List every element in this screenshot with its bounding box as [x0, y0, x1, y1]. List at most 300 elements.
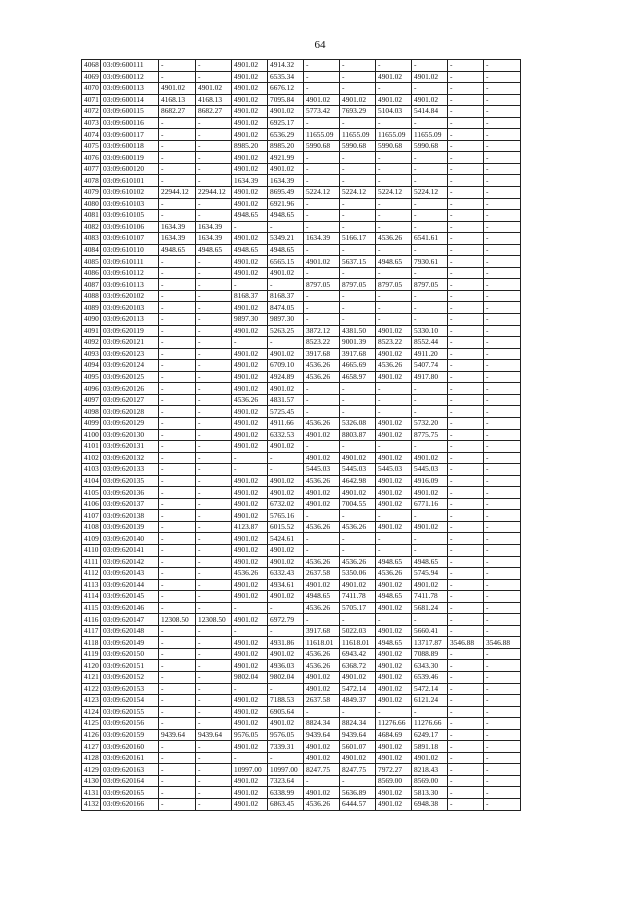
table-cell: - — [484, 383, 521, 395]
table-cell: - — [268, 464, 304, 476]
table-cell: 5990.68 — [376, 140, 412, 152]
table-cell: 11276.66 — [376, 718, 412, 730]
table-cell: - — [484, 210, 521, 222]
table-cell: 4076 — [82, 152, 101, 164]
table-cell: 03:09:610110 — [101, 244, 159, 256]
table-cell: 4130 — [82, 775, 101, 787]
table-cell: 4078 — [82, 175, 101, 187]
table-cell: - — [232, 683, 268, 695]
table-cell: - — [159, 175, 196, 187]
table-cell: 03:09:610111 — [101, 256, 159, 268]
table-cell: - — [340, 314, 376, 326]
table-row — [82, 256, 521, 268]
table-cell: 9439.64 — [340, 729, 376, 741]
table-cell: - — [448, 556, 484, 568]
table-cell: - — [159, 671, 196, 683]
table-cell: 03:09:600111 — [101, 60, 159, 72]
table-cell: 4123 — [82, 695, 101, 707]
table-cell: 4901.02 — [232, 799, 268, 811]
table-cell: - — [159, 487, 196, 499]
table-cell: - — [448, 521, 484, 533]
table-cell: - — [484, 729, 521, 741]
table-cell: 22944.12 — [196, 187, 232, 199]
table-cell: 6121.24 — [412, 695, 448, 707]
table-cell: 03:09:610106 — [101, 221, 159, 233]
table-cell: 6536.29 — [268, 129, 304, 141]
table-cell: - — [196, 429, 232, 441]
table-cell: 4948.65 — [268, 210, 304, 222]
table-cell: 6905.64 — [268, 706, 304, 718]
table-cell: - — [159, 60, 196, 72]
table-cell: - — [232, 602, 268, 614]
table-cell: 7004.55 — [340, 498, 376, 510]
table-cell: - — [484, 83, 521, 95]
table-cell: 4536.26 — [304, 360, 340, 372]
table-cell: 4901.02 — [304, 498, 340, 510]
table-cell: 8168.37 — [232, 290, 268, 302]
table-cell: - — [448, 348, 484, 360]
table-cell: - — [304, 775, 340, 787]
table-cell: 03:09:620103 — [101, 302, 159, 314]
table-cell: - — [484, 799, 521, 811]
table-cell: 6948.38 — [412, 799, 448, 811]
table-cell: - — [448, 464, 484, 476]
table-cell: 6015.52 — [268, 521, 304, 533]
table-cell: - — [448, 614, 484, 626]
table-cell: 4642.98 — [340, 475, 376, 487]
table-cell: 4093 — [82, 348, 101, 360]
table-cell: 4901.02 — [232, 706, 268, 718]
table-cell: - — [196, 129, 232, 141]
table-cell: 3546.88 — [484, 637, 521, 649]
table-cell: 1634.39 — [196, 221, 232, 233]
table-cell: - — [196, 348, 232, 360]
table-cell: - — [196, 256, 232, 268]
table-row — [82, 614, 521, 626]
table-cell: - — [196, 591, 232, 603]
table-cell: 4120 — [82, 660, 101, 672]
table-cell: - — [412, 152, 448, 164]
table-cell: 4127 — [82, 741, 101, 753]
table-cell: 8824.34 — [304, 718, 340, 730]
table-row — [82, 360, 521, 372]
table-cell: 4125 — [82, 718, 101, 730]
table-row — [82, 244, 521, 256]
table-cell: 4901.02 — [376, 799, 412, 811]
table-cell: 5891.18 — [412, 741, 448, 753]
table-cell: 12308.50 — [196, 614, 232, 626]
table-cell: - — [484, 591, 521, 603]
table-cell: 4901.02 — [232, 787, 268, 799]
table-cell: - — [448, 198, 484, 210]
table-cell: 5732.20 — [412, 417, 448, 429]
table-cell: 03:09:620150 — [101, 648, 159, 660]
table-cell: 4084 — [82, 244, 101, 256]
table-cell: - — [448, 695, 484, 707]
table-cell: 9802.04 — [232, 671, 268, 683]
table-cell: 03:09:620102 — [101, 290, 159, 302]
table-cell: - — [412, 614, 448, 626]
table-cell: 4901.02 — [412, 579, 448, 591]
table-cell: 6676.12 — [268, 83, 304, 95]
table-cell: 6709.10 — [268, 360, 304, 372]
table-cell: 4901.02 — [232, 360, 268, 372]
table-cell: - — [484, 290, 521, 302]
table-cell: - — [412, 267, 448, 279]
table-cell: - — [484, 544, 521, 556]
table-cell: - — [268, 602, 304, 614]
table-cell: 5445.03 — [376, 464, 412, 476]
table-cell: 03:09:620152 — [101, 671, 159, 683]
table-cell: 5445.03 — [304, 464, 340, 476]
table-cell: 03:09:620149 — [101, 637, 159, 649]
table-cell: 4901.02 — [232, 302, 268, 314]
table-cell: 8247.75 — [304, 764, 340, 776]
table-cell: - — [304, 510, 340, 522]
table-cell: 4658.97 — [340, 371, 376, 383]
table-cell: 03:09:620154 — [101, 695, 159, 707]
table-cell: - — [484, 498, 521, 510]
table-cell: - — [304, 117, 340, 129]
table-cell: - — [412, 544, 448, 556]
table-body — [82, 60, 521, 811]
table-row — [82, 106, 521, 118]
table-cell: 4901.02 — [376, 487, 412, 499]
table-cell: 4948.65 — [196, 244, 232, 256]
table-cell: - — [448, 360, 484, 372]
table-cell: 5705.17 — [340, 602, 376, 614]
table-cell: 6732.02 — [268, 498, 304, 510]
table-cell: 4901.02 — [376, 325, 412, 337]
table-cell: 4117 — [82, 625, 101, 637]
table-cell: 4381.50 — [340, 325, 376, 337]
table-cell: - — [159, 718, 196, 730]
table-cell: 6863.45 — [268, 799, 304, 811]
table-row — [82, 175, 521, 187]
table-cell: - — [484, 568, 521, 580]
table-cell: - — [484, 706, 521, 718]
table-row — [82, 198, 521, 210]
table-cell: 4901.02 — [304, 671, 340, 683]
table-cell: 6368.72 — [340, 660, 376, 672]
table-cell: 4901.02 — [340, 94, 376, 106]
table-cell: - — [196, 452, 232, 464]
table-cell: 4901.02 — [376, 348, 412, 360]
table-cell: 4111 — [82, 556, 101, 568]
table-cell: 4101 — [82, 441, 101, 453]
table-cell: 4901.02 — [232, 695, 268, 707]
table-cell: 4948.65 — [159, 244, 196, 256]
table-row — [82, 729, 521, 741]
table-cell: 11618.01 — [304, 637, 340, 649]
table-cell: - — [196, 510, 232, 522]
table-cell: 8695.49 — [268, 187, 304, 199]
table-cell: - — [484, 337, 521, 349]
table-cell: 8552.44 — [412, 337, 448, 349]
table-cell: 4536.26 — [304, 556, 340, 568]
table-cell: - — [340, 71, 376, 83]
table-cell: 4092 — [82, 337, 101, 349]
table-cell: - — [340, 614, 376, 626]
table-cell: - — [196, 117, 232, 129]
table-cell: - — [412, 314, 448, 326]
table-cell: 5660.41 — [412, 625, 448, 637]
table-cell: 4124 — [82, 706, 101, 718]
table-cell: 03:09:620132 — [101, 452, 159, 464]
table-cell: 03:09:620143 — [101, 568, 159, 580]
table-cell: 7972.27 — [376, 764, 412, 776]
table-cell: - — [159, 741, 196, 753]
table-cell: 4901.02 — [376, 671, 412, 683]
table-cell: - — [196, 544, 232, 556]
table-cell: - — [448, 752, 484, 764]
table-cell: - — [412, 510, 448, 522]
table-cell: 4096 — [82, 383, 101, 395]
table-cell: - — [484, 452, 521, 464]
table-cell: - — [484, 475, 521, 487]
table-cell: - — [304, 394, 340, 406]
table-cell: 4110 — [82, 544, 101, 556]
table-cell: 4901.02 — [376, 683, 412, 695]
table-cell: - — [484, 394, 521, 406]
table-cell: 6338.99 — [268, 787, 304, 799]
table-cell: - — [196, 279, 232, 291]
table-cell: - — [412, 175, 448, 187]
table-cell: - — [448, 383, 484, 395]
table-cell: 4901.02 — [304, 579, 340, 591]
table-cell: 4901.02 — [268, 591, 304, 603]
table-cell: - — [304, 533, 340, 545]
table-cell: 4901.02 — [232, 544, 268, 556]
table-cell: 03:09:610112 — [101, 267, 159, 279]
table-cell: - — [340, 210, 376, 222]
table-cell: 4901.02 — [232, 325, 268, 337]
table-cell: 5224.12 — [412, 187, 448, 199]
table-cell: - — [196, 140, 232, 152]
table-cell: 4901.02 — [340, 579, 376, 591]
table-cell: - — [376, 544, 412, 556]
table-cell: - — [484, 325, 521, 337]
table-cell: - — [484, 360, 521, 372]
table-cell: - — [196, 475, 232, 487]
table-cell: - — [159, 406, 196, 418]
table-cell: - — [159, 210, 196, 222]
table-cell: - — [340, 290, 376, 302]
table-cell: - — [376, 394, 412, 406]
table-cell: - — [484, 244, 521, 256]
table-cell: 4901.02 — [412, 71, 448, 83]
table-cell: - — [268, 625, 304, 637]
table-row — [82, 221, 521, 233]
table-row — [82, 475, 521, 487]
table-cell: - — [196, 637, 232, 649]
table-cell: 4901.02 — [232, 441, 268, 453]
table-cell: 4098 — [82, 406, 101, 418]
table-cell: - — [340, 775, 376, 787]
table-cell: - — [159, 452, 196, 464]
table-cell: - — [340, 221, 376, 233]
table-cell: - — [159, 417, 196, 429]
table-cell: - — [448, 441, 484, 453]
table-cell: - — [484, 302, 521, 314]
table-cell: - — [376, 117, 412, 129]
table-cell: - — [448, 683, 484, 695]
table-cell: - — [484, 417, 521, 429]
table-cell: - — [159, 637, 196, 649]
table-cell: 4948.65 — [376, 637, 412, 649]
table-cell: - — [196, 487, 232, 499]
table-cell: 1634.39 — [268, 175, 304, 187]
table-cell: 8824.34 — [340, 718, 376, 730]
table-cell: 4901.02 — [232, 614, 268, 626]
table-cell: 5601.07 — [340, 741, 376, 753]
table-cell: 4100 — [82, 429, 101, 441]
table-cell: 4901.02 — [232, 775, 268, 787]
table-cell: 4901.02 — [232, 637, 268, 649]
table-cell: - — [484, 521, 521, 533]
table-cell: - — [268, 683, 304, 695]
table-cell: 03:09:610107 — [101, 233, 159, 245]
table-row — [82, 71, 521, 83]
table-cell: - — [448, 302, 484, 314]
table-row — [82, 556, 521, 568]
table-cell: 03:09:600118 — [101, 140, 159, 152]
table-row — [82, 94, 521, 106]
table-cell: - — [484, 106, 521, 118]
table-cell: - — [412, 60, 448, 72]
table-cell: 3872.12 — [304, 325, 340, 337]
table-cell: - — [304, 198, 340, 210]
table-cell: - — [196, 556, 232, 568]
table-cell: 03:09:620113 — [101, 314, 159, 326]
table-cell: 4901.02 — [268, 163, 304, 175]
table-cell: - — [484, 175, 521, 187]
table-cell: - — [159, 325, 196, 337]
table-cell: 03:09:600112 — [101, 71, 159, 83]
table-cell: 4901.02 — [268, 544, 304, 556]
table-cell: - — [484, 60, 521, 72]
table-cell: - — [448, 718, 484, 730]
table-cell: 4849.37 — [340, 695, 376, 707]
table-cell: 4948.65 — [232, 210, 268, 222]
table-cell: 5725.45 — [268, 406, 304, 418]
table-cell: - — [304, 706, 340, 718]
data-table — [81, 59, 521, 811]
table-cell: 5330.10 — [412, 325, 448, 337]
table-cell: 4536.26 — [304, 417, 340, 429]
table-cell: 4901.02 — [304, 683, 340, 695]
table-row — [82, 417, 521, 429]
table-cell: - — [196, 302, 232, 314]
table-cell: 4901.02 — [232, 718, 268, 730]
table-cell: 4536.26 — [304, 660, 340, 672]
table-cell: 7339.31 — [268, 741, 304, 753]
table-cell: 03:09:620140 — [101, 533, 159, 545]
table-cell: 5414.84 — [412, 106, 448, 118]
table-cell: 03:09:620131 — [101, 441, 159, 453]
table-cell: - — [412, 383, 448, 395]
table-cell: 8985.20 — [232, 140, 268, 152]
table-cell: - — [376, 510, 412, 522]
table-cell: 4901.02 — [159, 83, 196, 95]
table-cell: 4116 — [82, 614, 101, 626]
table-cell: 03:09:620145 — [101, 591, 159, 603]
table-cell: - — [159, 464, 196, 476]
table-cell: 4102 — [82, 452, 101, 464]
table-cell: 4901.02 — [376, 498, 412, 510]
table-cell: - — [448, 452, 484, 464]
table-cell: 5990.68 — [304, 140, 340, 152]
table-cell: 4103 — [82, 464, 101, 476]
table-cell: - — [484, 464, 521, 476]
table-cell: 11655.09 — [376, 129, 412, 141]
table-cell: 5022.03 — [340, 625, 376, 637]
table-cell: 4131 — [82, 787, 101, 799]
table-cell: 4536.26 — [304, 371, 340, 383]
table-cell: 4901.02 — [304, 787, 340, 799]
table-cell: 4107 — [82, 510, 101, 522]
table-cell: - — [376, 83, 412, 95]
table-cell: - — [196, 718, 232, 730]
table-cell: - — [412, 406, 448, 418]
table-row — [82, 521, 521, 533]
table-cell: 4901.02 — [412, 94, 448, 106]
table-cell: 4121 — [82, 671, 101, 683]
table-cell: 5813.30 — [412, 787, 448, 799]
table-cell: - — [448, 187, 484, 199]
table-cell: - — [448, 83, 484, 95]
table-cell: - — [484, 556, 521, 568]
table-cell: - — [376, 533, 412, 545]
table-cell: 4122 — [82, 683, 101, 695]
table-cell: - — [232, 625, 268, 637]
table-cell: - — [159, 140, 196, 152]
table-cell: - — [159, 625, 196, 637]
table-cell: - — [159, 198, 196, 210]
table-cell: 4901.02 — [304, 429, 340, 441]
table-cell: - — [340, 244, 376, 256]
table-cell: - — [484, 233, 521, 245]
table-cell: - — [484, 787, 521, 799]
table-cell: 03:09:600119 — [101, 152, 159, 164]
table-cell: 4901.02 — [376, 94, 412, 106]
table-cell: - — [376, 706, 412, 718]
table-cell: 4901.02 — [268, 487, 304, 499]
table-cell: 4094 — [82, 360, 101, 372]
table-cell: 4901.02 — [376, 71, 412, 83]
table-cell: 11655.09 — [304, 129, 340, 141]
table-cell: 03:09:620153 — [101, 683, 159, 695]
table-cell: 4536.26 — [232, 568, 268, 580]
table-cell: - — [304, 221, 340, 233]
table-cell: 4901.02 — [232, 371, 268, 383]
table-cell: 4114 — [82, 591, 101, 603]
table-cell: - — [448, 487, 484, 499]
table-cell: - — [304, 267, 340, 279]
table-cell: - — [484, 117, 521, 129]
table-cell: 4090 — [82, 314, 101, 326]
table-cell: 4069 — [82, 71, 101, 83]
table-cell: - — [340, 533, 376, 545]
table-cell: 4079 — [82, 187, 101, 199]
table-cell: 4901.02 — [232, 198, 268, 210]
table-cell: - — [376, 383, 412, 395]
table-cell: 4901.02 — [304, 487, 340, 499]
table-cell: 4901.02 — [232, 71, 268, 83]
table-cell: - — [340, 60, 376, 72]
table-cell: - — [484, 510, 521, 522]
table-cell: 8797.05 — [412, 279, 448, 291]
